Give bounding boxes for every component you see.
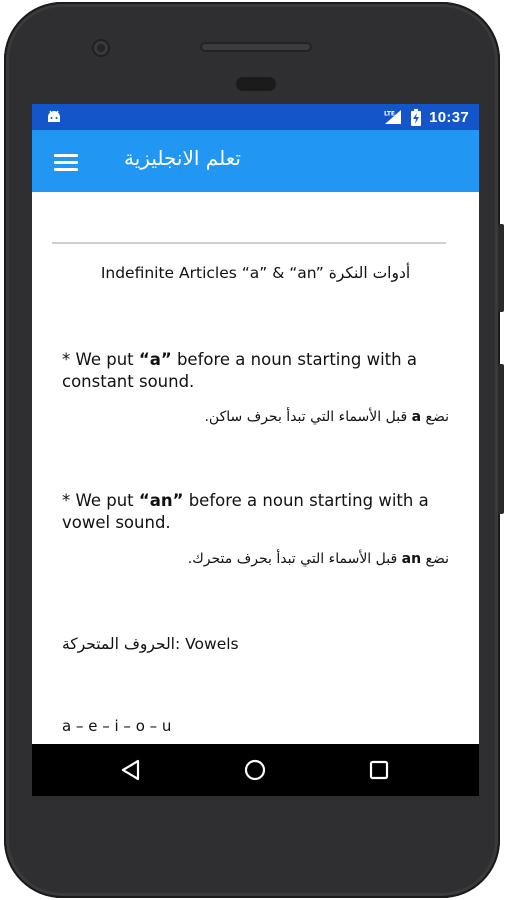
rule-an-suffix: before a noun starting with a vowel sound.: [62, 491, 429, 532]
lesson-content[interactable]: [32, 192, 479, 744]
battery-charging-icon: [411, 109, 421, 126]
status-time: 10:37: [429, 108, 469, 126]
rule-a-suffix: before a noun starting with a constant sound.: [62, 350, 417, 391]
rule-an-ar: [49, 551, 449, 567]
rule-an-ar-word: an: [401, 551, 422, 567]
svg-text:LTE: LTE: [384, 110, 396, 118]
status-right: [383, 104, 469, 130]
proximity-sensor: [236, 77, 276, 91]
rule-an-ar-prefix: نضع: [421, 551, 449, 567]
screen: [32, 104, 479, 796]
rule-an-en: [62, 490, 462, 534]
lesson-title: [32, 264, 479, 282]
vowels-ar: الحروف المتحركة: [62, 635, 175, 653]
signal-lte-icon: [383, 109, 403, 125]
rule-an-word: “an”: [138, 491, 184, 510]
hamburger-menu-icon[interactable]: [54, 154, 78, 170]
vowels-heading: [62, 635, 239, 653]
lesson-title-en: Indefinite Articles “a” & “an”: [100, 264, 324, 282]
app-bar: [32, 130, 479, 192]
rule-an-prefix: * We put: [62, 491, 139, 510]
rule-a-word: “a”: [138, 350, 172, 369]
rule-a-ar-suffix: قبل الأسماء التي تبدأ بحرف ساكن.: [204, 409, 412, 425]
rule-a-ar-word: a: [411, 409, 422, 425]
phone-frame: [4, 2, 500, 898]
earpiece-speaker: [200, 42, 312, 52]
front-camera: [92, 39, 110, 57]
lesson-title-ar: أدوات النكرة: [328, 264, 411, 282]
rule-a-prefix: * We put: [62, 350, 139, 369]
app-title: تعلم الانجليزية: [124, 146, 241, 170]
power-button: [498, 224, 504, 312]
home-icon[interactable]: [242, 758, 268, 782]
vowels-list-partial: a – e – i – o – u: [62, 717, 172, 735]
volume-button: [498, 364, 504, 514]
status-bar: [32, 104, 479, 130]
android-notification-icon: [46, 110, 62, 123]
rule-an-ar-suffix: قبل الأسماء التي تبدأ بحرف متحرك.: [187, 551, 402, 567]
back-icon[interactable]: [118, 758, 144, 782]
rule-a-en: [62, 349, 462, 393]
vowels-en: : Vowels: [174, 635, 239, 653]
rule-a-ar-prefix: نضع: [421, 409, 449, 425]
navigation-bar: [32, 744, 479, 796]
recents-icon[interactable]: [366, 758, 392, 782]
divider: [52, 242, 446, 244]
rule-a-ar: [49, 409, 449, 425]
